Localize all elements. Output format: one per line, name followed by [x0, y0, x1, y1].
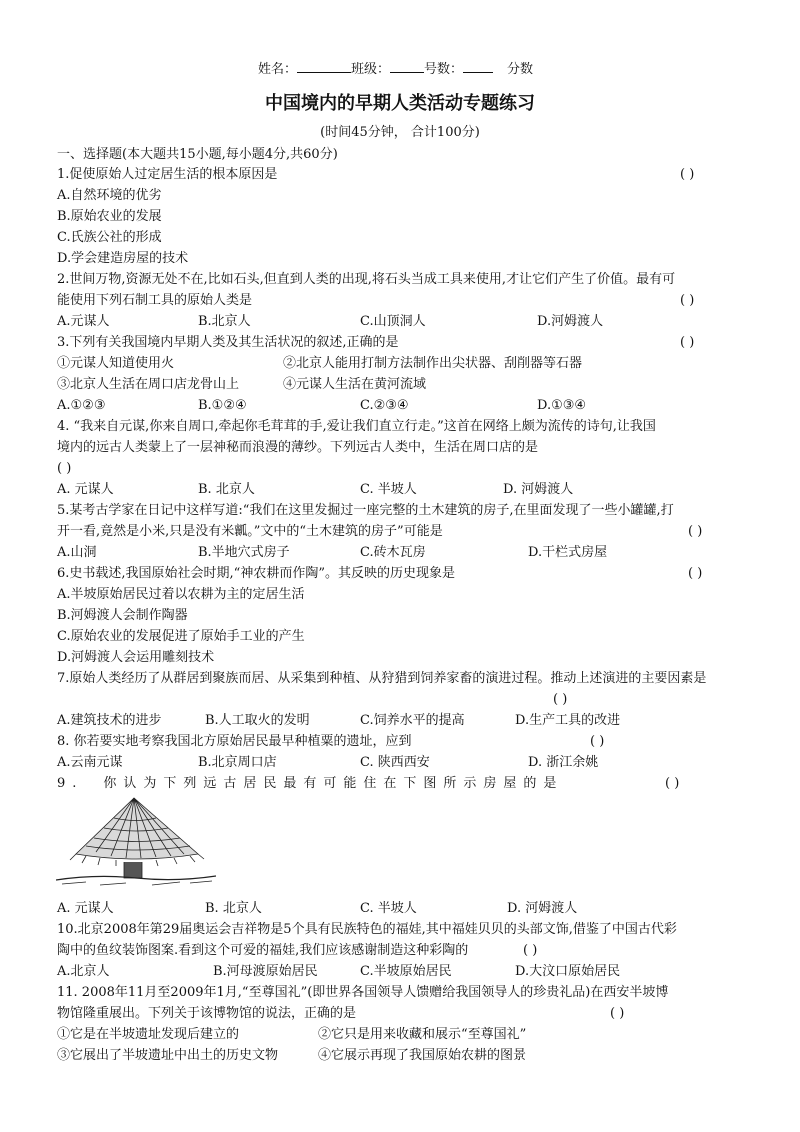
q7-answer-paren[interactable]: ( ) — [553, 692, 568, 707]
q8-option-c: C. 陕西西安 — [360, 755, 430, 770]
q9-option-d: D. 河姆渡人 — [507, 901, 578, 916]
q3-answer-paren[interactable]: ( ) — [680, 335, 695, 350]
q1-option-c: C.氏族公社的形成 — [57, 230, 162, 245]
q8-option-d: D. 浙江余姚 — [528, 755, 599, 770]
section-heading: 一、选择题(本大题共15小题,每小题4分,共60分) — [57, 147, 338, 162]
q3-option-d: D.①③④ — [537, 398, 587, 413]
q6-stem: 6.史书载述,我国原始社会时期,“神农耕而作陶”。其反映的历史现象是 — [57, 566, 455, 581]
hut-illustration — [56, 794, 216, 888]
student-info-line — [258, 60, 533, 79]
q3-option-a: A.①②③ — [57, 398, 106, 413]
q7-option-b: B.人工取火的发明 — [205, 713, 310, 728]
q11-answer-paren[interactable]: ( ) — [610, 1006, 625, 1021]
q4-stem-line2: 境内的远古人类蒙上了一层神秘而浪漫的薄纱。下列远古人类中，生活在周口店的是 — [57, 440, 539, 455]
name-blank[interactable] — [297, 60, 351, 73]
q2-option-a: A.元谋人 — [57, 314, 110, 329]
q9-stem: 9. 你认为下列远古居民最有可能住在下图所示房屋的是 — [57, 776, 564, 791]
q5-answer-paren[interactable]: ( ) — [688, 524, 703, 539]
q4-option-d: D. 河姆渡人 — [503, 482, 574, 497]
class-label: 班级： — [351, 62, 391, 77]
q11-stem-line2: 物馆隆重展出。下列关于该博物馆的说法，正确的是 — [57, 1006, 357, 1021]
q7-option-a: A.建筑技术的进步 — [57, 713, 162, 728]
q5-option-c: C.砖木瓦房 — [360, 545, 426, 560]
q5-option-a: A.山洞 — [57, 545, 97, 560]
q7-stem: 7.原始人类经历了从群居到聚族而居、从采集到种植、从狩猎到饲养家畜的演进过程。推动上述演进的主要因素是 — [57, 671, 707, 686]
q11-statement-3: ③它展出了半坡遗址中出土的历史文物 — [57, 1048, 279, 1063]
number-label: 号数： — [424, 62, 464, 77]
q10-answer-paren[interactable]: ( ) — [523, 943, 538, 958]
q11-statement-1: ①它是在半坡遗址发现后建立的 — [57, 1027, 240, 1042]
q3-statement-4: ④元谋人生活在黄河流域 — [283, 377, 427, 392]
q10-option-c: C.半坡原始居民 — [360, 964, 452, 979]
q3-statement-3: ③北京人生活在周口店龙骨山上 — [57, 377, 240, 392]
q6-option-c: C.原始农业的发展促进了原始手工业的产生 — [57, 629, 305, 644]
name-label: 姓名： — [258, 62, 298, 77]
page-subtitle: (时间45分钟， 合计100分) — [320, 125, 480, 140]
q9-option-b: B. 北京人 — [205, 901, 262, 916]
q6-option-b: B.河姆渡人会制作陶器 — [57, 608, 188, 623]
q9-option-a: A. 元谋人 — [57, 901, 114, 916]
q1-answer-paren[interactable]: ( ) — [680, 167, 695, 182]
q6-answer-paren[interactable]: ( ) — [688, 566, 703, 581]
q10-option-a: A.北京人 — [57, 964, 110, 979]
q3-statement-2: ②北京人能用打制方法制作出尖状器、刮削器等石器 — [283, 356, 583, 371]
q8-stem: 8. 你若要实地考察我国北方原始居民最早种植粟的遗址，应到 — [57, 734, 412, 749]
q10-stem-line2: 陶中的鱼纹装饰图案.看到这个可爱的福娃,我们应该感谢制造这种彩陶的 — [57, 943, 469, 958]
q2-option-b: B.北京人 — [198, 314, 251, 329]
q1-stem: 1.促使原始人过定居生活的根本原因是 — [57, 167, 278, 182]
q3-statement-1: ①元谋人知道使用火 — [57, 356, 175, 371]
q1-option-d: D.学会建造房屋的技术 — [57, 251, 189, 266]
number-blank[interactable] — [463, 60, 493, 73]
q3-option-c: C.②③④ — [360, 398, 409, 413]
q5-option-d: D.干栏式房屋 — [528, 545, 608, 560]
q6-option-a: A.半坡原始居民过着以农耕为主的定居生活 — [57, 587, 305, 602]
q11-stem-line1: 11. 2008年11月至2009年1月,“至尊国礼”(即世界各国领导人馈赠给我国领导人的珍贵礼品)在西安半坡博 — [57, 985, 669, 1000]
q5-stem-line2: 开一看,竟然是小米,只是没有米瓤。”文中的“土木建筑的房子”可能是 — [57, 524, 443, 539]
q1-option-a: A.自然环境的优劣 — [57, 188, 162, 203]
q6-option-d: D.河姆渡人会运用雕刻技术 — [57, 650, 215, 665]
q2-option-d: D.河姆渡人 — [537, 314, 604, 329]
q5-stem-line1: 5.某考古学家在日记中这样写道:“我们在这里发掘过一座完整的土木建筑的房子,在里面发现了一些小罐罐,打 — [57, 503, 674, 518]
q1-option-b: B.原始农业的发展 — [57, 209, 162, 224]
q11-statement-4: ④它展示再现了我国原始农耕的图景 — [318, 1048, 527, 1063]
q8-answer-paren[interactable]: ( ) — [590, 734, 605, 749]
page-title: 中国境内的早期人类活动专题练习 — [265, 93, 535, 114]
q10-stem-line1: 10.北京2008年第29届奥运会吉祥物是5个具有民族特色的福娃,其中福娃贝贝的头部文饰,借鉴了中国古代彩 — [57, 922, 677, 937]
q3-option-b: B.①②④ — [198, 398, 247, 413]
class-blank[interactable] — [390, 60, 424, 73]
q4-answer-paren[interactable]: ( ) — [57, 461, 72, 476]
q4-stem-line1: 4. “我来自元谋,你来自周口,牵起你毛茸茸的手,爱让我们直立行走。”这首在网络上颇为流传的诗句,让我国 — [57, 419, 656, 434]
q9-option-c: C. 半坡人 — [360, 901, 417, 916]
q2-stem-line1: 2.世间万物,资源无处不在,比如石头,但直到人类的出现,将石头当成工具来使用,才让它们产生了价值。最有可 — [57, 272, 676, 287]
q7-option-c: C.饲养水平的提高 — [360, 713, 465, 728]
q8-option-b: B.北京周口店 — [198, 755, 277, 770]
q10-option-b: B.河母渡原始居民 — [213, 964, 318, 979]
q2-stem-line2: 能使用下列石制工具的原始人类是 — [57, 293, 253, 308]
q4-option-a: A. 元谋人 — [57, 482, 114, 497]
q7-option-d: D.生产工具的改进 — [515, 713, 621, 728]
q5-option-b: B.半地穴式房子 — [198, 545, 290, 560]
q2-option-c: C.山顶洞人 — [360, 314, 426, 329]
q4-option-c: C. 半坡人 — [360, 482, 417, 497]
q8-option-a: A.云南元谋 — [57, 755, 123, 770]
q11-statement-2: ②它只是用来收藏和展示“至尊国礼” — [318, 1027, 527, 1042]
q2-answer-paren[interactable]: ( ) — [680, 293, 695, 308]
q9-answer-paren[interactable]: ( ) — [665, 776, 680, 791]
q10-option-d: D.大汶口原始居民 — [515, 964, 621, 979]
q4-option-b: B. 北京人 — [198, 482, 255, 497]
score-label: 分数 — [507, 62, 534, 77]
q3-stem: 3.下列有关我国境内早期人类及其生活状况的叙述,正确的是 — [57, 335, 399, 350]
